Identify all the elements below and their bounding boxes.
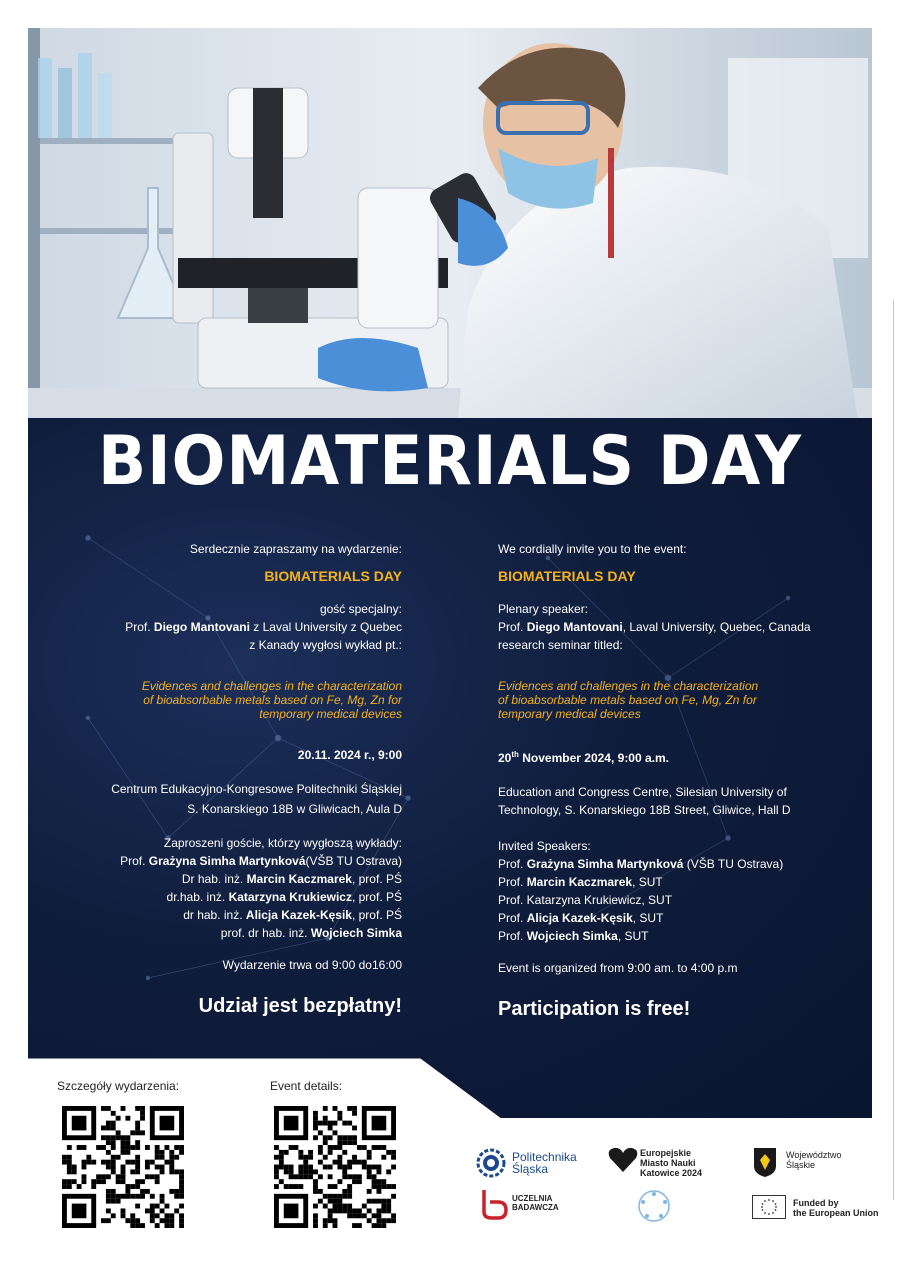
eu-funding-text bbox=[793, 1198, 879, 1218]
polish-column bbox=[60, 540, 402, 1018]
speaker-prefix: dr hab. inż. bbox=[183, 908, 243, 922]
speaker-name: Marcin Kaczmarek bbox=[246, 872, 352, 886]
speaker-prefix: Prof. bbox=[498, 911, 524, 925]
speaker-item bbox=[60, 852, 402, 870]
speaker-item bbox=[498, 873, 838, 891]
emn-line-1: Europejskie bbox=[640, 1148, 692, 1158]
speaker-affiliation: , prof. PŚ bbox=[351, 872, 402, 886]
pl-venue-1: Centrum Edukacyjno-Kongresowe Politechniki Śląskiej bbox=[111, 782, 402, 796]
speaker-name: Wojciech Simka bbox=[310, 926, 402, 940]
emn-name bbox=[640, 1148, 702, 1178]
en-speaker-line bbox=[498, 618, 838, 636]
pl-speaker-list bbox=[60, 852, 402, 942]
speaker-item bbox=[498, 927, 838, 945]
en-lecture-title-3: temporary medical devices bbox=[498, 707, 641, 721]
speaker-item bbox=[498, 855, 838, 873]
en-speaker-name: Diego Mantovani bbox=[526, 620, 623, 634]
speaker-prefix: Prof. bbox=[498, 929, 524, 943]
speaker-affiliation: , SUT bbox=[632, 875, 663, 889]
wojewodztwo-logo bbox=[752, 1146, 778, 1183]
pl-speaker-prefix: Prof. bbox=[125, 620, 151, 634]
qr-code-en-graphic bbox=[274, 1106, 396, 1228]
uczelnia-name bbox=[512, 1194, 559, 1212]
wojewodztwo-name bbox=[786, 1150, 841, 1170]
speaker-name: Marcin Kaczmarek bbox=[526, 875, 633, 889]
en-lecture-title-2: of bioabsorbable metals based on Fe, Mg, Zn for bbox=[498, 693, 757, 707]
pl-lecture-title bbox=[60, 679, 402, 721]
edge-line bbox=[893, 300, 894, 1200]
pl-lecture-title-2: of bioabsorbable metals based on Fe, Mg, Zn for bbox=[143, 693, 402, 707]
qr-label-pl: Szczegóły wydarzenia: bbox=[57, 1079, 180, 1093]
poster-title: BIOMATERIALS DAY bbox=[98, 422, 802, 501]
politechnika-name bbox=[512, 1151, 577, 1175]
eu-line-1: Funded by bbox=[793, 1198, 839, 1208]
speaker-item bbox=[498, 909, 838, 927]
speaker-prefix: prof. dr hab. inż. bbox=[220, 926, 308, 940]
speaker-name: Wojciech Simka bbox=[526, 929, 618, 943]
speaker-item bbox=[60, 924, 402, 942]
speaker-prefix: dr.hab. inż. bbox=[166, 890, 226, 904]
pl-invite: Serdecznie zapraszamy na wydarzenie: bbox=[189, 542, 402, 556]
circle-network-logo bbox=[636, 1188, 672, 1229]
pl-date: 20.11. 2024 r., 9:00 bbox=[297, 748, 402, 762]
speaker-affiliation: (VŠB TU Ostrava) bbox=[683, 857, 784, 871]
en-duration: Event is organized from 9:00 am. to 4:00 p.m bbox=[498, 961, 738, 975]
en-speaker-list bbox=[498, 855, 838, 945]
pl-event-name: BIOMATERIALS DAY bbox=[264, 568, 402, 584]
speaker-prefix: Prof. bbox=[120, 854, 146, 868]
speaker-item bbox=[498, 891, 838, 909]
speaker-name: Katarzyna Krukiewicz bbox=[228, 890, 352, 904]
en-event-name: BIOMATERIALS DAY bbox=[498, 568, 636, 584]
eu-stars-icon bbox=[753, 1196, 785, 1218]
emn-line-2: Miasto Nauki bbox=[640, 1158, 696, 1168]
en-free: Participation is free! bbox=[498, 998, 691, 1020]
en-lecture-title bbox=[498, 679, 838, 721]
speaker-prefix: Dr hab. inż. bbox=[181, 872, 244, 886]
network-circle-icon bbox=[636, 1188, 672, 1224]
pl-lecture-title-3: temporary medical devices bbox=[259, 707, 402, 721]
pl-speaker-name: Diego Mantovani bbox=[153, 620, 250, 634]
research-university-icon bbox=[480, 1188, 508, 1220]
en-invite: We cordially invite you to the event: bbox=[498, 542, 687, 556]
en-date bbox=[498, 746, 838, 767]
lab-scene-illustration bbox=[28, 28, 872, 420]
speaker-name: Alicja Kazek-Kęsik bbox=[526, 911, 633, 925]
english-column bbox=[498, 540, 838, 1021]
speaker-name: Grażyna Simha Martynková bbox=[148, 854, 306, 868]
qr-code-pl[interactable] bbox=[62, 1106, 184, 1228]
uczelnia-logo bbox=[480, 1188, 508, 1225]
pl-lecture-title-1: Evidences and challenges in the characterization bbox=[141, 679, 402, 693]
pl-speaker-suffix: z Laval University z Quebec bbox=[253, 620, 402, 634]
speaker-item bbox=[60, 888, 402, 906]
speaker-affiliation: (VŠB TU Ostrava) bbox=[305, 854, 402, 868]
eagle-crest-icon bbox=[752, 1146, 778, 1178]
en-seminar-line: research seminar titled: bbox=[498, 638, 623, 652]
uczelnia-line-1: UCZELNIA bbox=[512, 1194, 553, 1203]
en-date-day: 20 bbox=[498, 751, 512, 765]
speaker-affiliation: , prof. PŚ bbox=[351, 890, 402, 904]
gear-icon bbox=[476, 1148, 506, 1178]
speaker-name: Grażyna Simha Martynková bbox=[526, 857, 684, 871]
emn-logo bbox=[608, 1146, 638, 1179]
en-plenary-label: Plenary speaker: bbox=[498, 602, 589, 616]
en-venue-2: Technology, S. Konarskiego 18B Street, Gliwice, Hall D bbox=[498, 803, 791, 817]
speaker-affiliation: , SUT bbox=[617, 929, 649, 943]
speaker-prefix: Prof. bbox=[498, 875, 524, 889]
heart-icon bbox=[608, 1146, 638, 1174]
qr-code-pl-graphic bbox=[62, 1106, 184, 1228]
qr-label-en: Event details: bbox=[270, 1079, 343, 1093]
eu-line-2: the European Union bbox=[793, 1208, 879, 1218]
pl-guest-label: gość specjalny: bbox=[319, 602, 402, 616]
politechnika-line-1: Politechnika bbox=[512, 1150, 577, 1164]
wojewodztwo-line-2: Śląskie bbox=[786, 1160, 816, 1170]
emn-line-3: Katowice 2024 bbox=[640, 1168, 703, 1178]
en-date-sup: th bbox=[511, 750, 519, 759]
pl-venue-2: S. Konarskiego 18B w Gliwicach, Aula D bbox=[187, 802, 402, 816]
en-date-rest: November 2024, 9:00 a.m. bbox=[518, 751, 670, 765]
en-lecture-title-1: Evidences and challenges in the characterization bbox=[498, 679, 759, 693]
speaker-affiliation: Prof. Katarzyna Krukiewicz, SUT bbox=[498, 893, 673, 907]
en-venue-1: Education and Congress Centre, Silesian University of bbox=[498, 785, 787, 799]
pl-invited-label: Zaproszeni goście, którzy wygłoszą wykłady: bbox=[163, 836, 402, 850]
speaker-item bbox=[60, 906, 402, 924]
qr-code-en[interactable] bbox=[274, 1106, 396, 1228]
en-invited-label: Invited Speakers: bbox=[498, 839, 591, 853]
eu-flag bbox=[752, 1195, 786, 1219]
en-speaker-prefix: Prof. bbox=[498, 620, 524, 634]
speaker-item bbox=[60, 870, 402, 888]
speaker-affiliation: , prof. PŚ bbox=[351, 908, 402, 922]
politechnika-line-2: Śląska bbox=[512, 1162, 549, 1176]
speaker-affiliation: , SUT bbox=[632, 911, 664, 925]
pl-speaker-line bbox=[60, 618, 402, 636]
en-speaker-suffix: , Laval University, Quebec, Canada bbox=[622, 620, 811, 634]
speaker-name: Alicja Kazek-Kęsik bbox=[245, 908, 352, 922]
politechnika-logo bbox=[476, 1148, 506, 1183]
uczelnia-line-2: BADAWCZA bbox=[512, 1203, 559, 1212]
hero-photo bbox=[28, 28, 872, 420]
wojewodztwo-line-1: Województwo bbox=[786, 1150, 842, 1160]
pl-speaker-line2: z Kanady wygłosi wykład pt.: bbox=[249, 638, 402, 652]
speaker-prefix: Prof. bbox=[498, 857, 524, 871]
pl-duration: Wydarzenie trwa od 9:00 do16:00 bbox=[222, 958, 402, 972]
pl-free: Udział jest bezpłatny! bbox=[198, 995, 402, 1017]
